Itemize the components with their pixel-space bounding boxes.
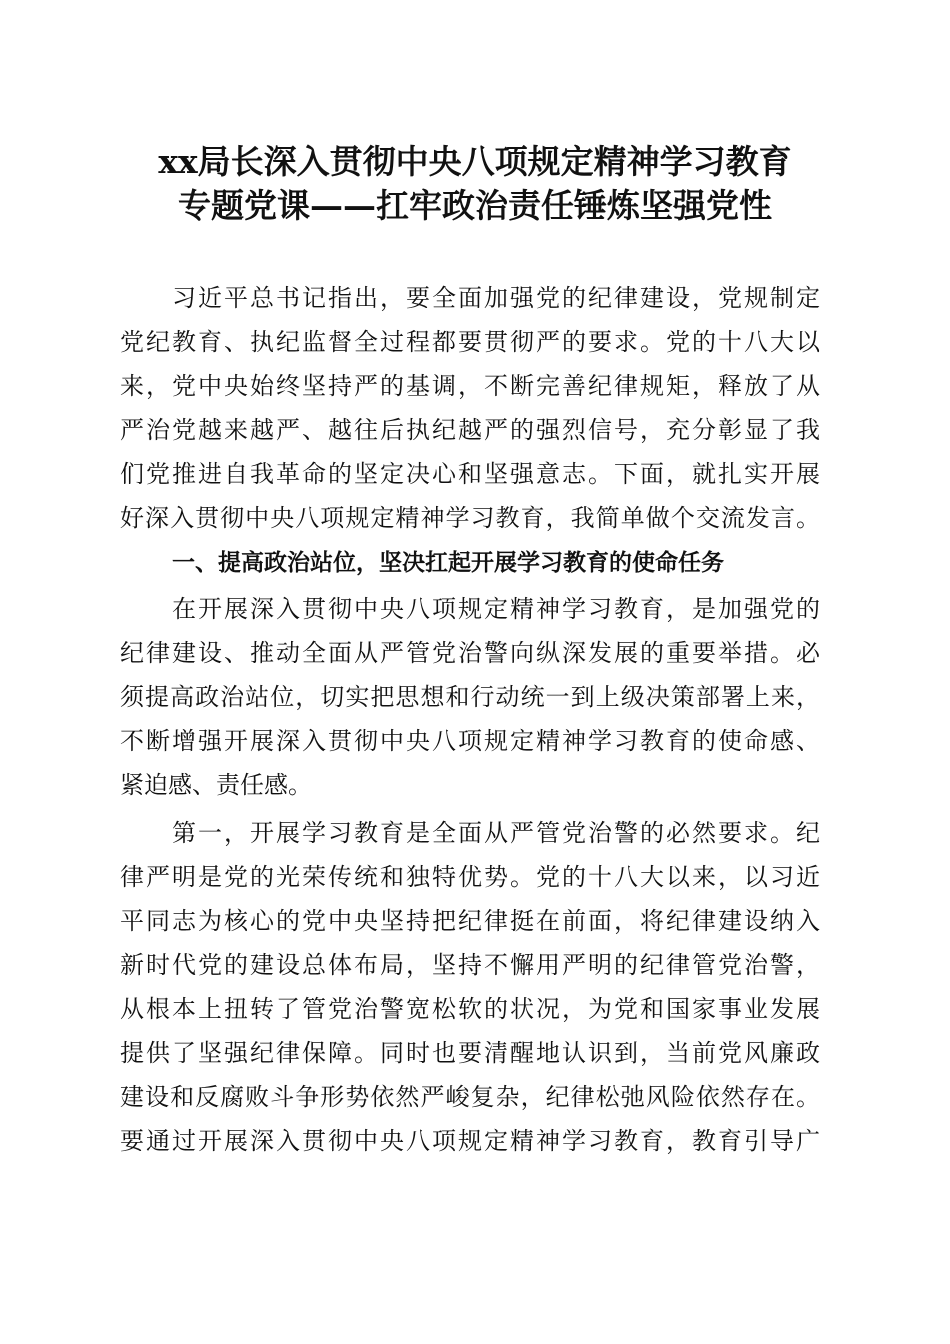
paragraph-3-line: 平同志为核心的党中央坚持把纪律挺在前面，将纪律建设纳入: [120, 907, 820, 935]
paragraph-2-line: 须提高政治站位，切实把思想和行动统一到上级决策部署上来，: [120, 683, 820, 711]
paragraph-3-line: 从根本上扭转了管党治警宽松软的状况，为党和国家事业发展: [120, 995, 820, 1023]
document-title-line-2: 专题党课——扛牢政治责任锤炼坚强党性: [178, 186, 772, 225]
paragraph-1-line: 们党推进自我革命的坚定决心和坚强意志。下面，就扎实开展: [120, 460, 820, 488]
paragraph-2-line: 在开展深入贯彻中央八项规定精神学习教育，是加强党的: [172, 595, 820, 623]
document-title-line-1: xx局长深入贯彻中央八项规定精神学习教育: [158, 142, 792, 181]
paragraph-1-line: 严治党越来越严、越往后执纪越严的强烈信号，充分彰显了我: [120, 416, 820, 444]
paragraph-3-line: 建设和反腐败斗争形势依然严峻复杂，纪律松弛风险依然存在。: [120, 1083, 820, 1111]
paragraph-1-line: 好深入贯彻中央八项规定精神学习教育，我简单做个交流发言。: [120, 504, 820, 532]
paragraph-1-line: 来，党中央始终坚持严的基调，不断完善纪律规矩，释放了从: [120, 372, 820, 400]
paragraph-1-line: 党纪教育、执纪监督全过程都要贯彻严的要求。党的十八大以: [120, 328, 820, 356]
section-heading-1: 一、提高政治站位，坚决扛起开展学习教育的使命任务: [172, 550, 724, 576]
paragraph-1-line: 习近平总书记指出，要全面加强党的纪律建设，党规制定: [172, 284, 820, 312]
paragraph-3-line: 律严明是党的光荣传统和独特优势。党的十八大以来，以习近: [120, 863, 820, 891]
paragraph-3-line: 第一，开展学习教育是全面从严管党治警的必然要求。纪: [172, 819, 820, 847]
paragraph-2-line: 紧迫感、责任感。: [120, 771, 312, 799]
paragraph-3-line: 新时代党的建设总体布局，坚持不懈用严明的纪律管党治警，: [120, 951, 820, 979]
paragraph-3-line: 要通过开展深入贯彻中央八项规定精神学习教育，教育引导广: [120, 1127, 820, 1155]
paragraph-3-line: 提供了坚强纪律保障。同时也要清醒地认识到，当前党风廉政: [120, 1039, 820, 1067]
paragraph-2-line: 不断增强开展深入贯彻中央八项规定精神学习教育的使命感、: [120, 727, 820, 755]
paragraph-2-line: 纪律建设、推动全面从严管党治警向纵深发展的重要举措。必: [120, 639, 820, 667]
